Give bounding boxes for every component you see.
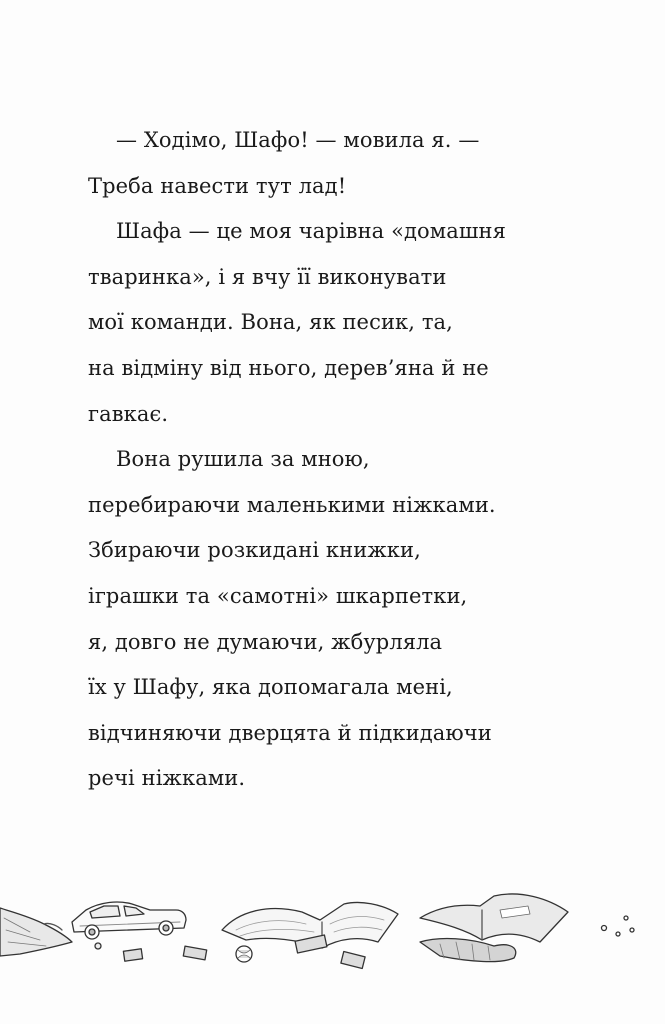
text-line: Шафа — це моя чарівна «домашня bbox=[116, 219, 506, 244]
toy-car-icon bbox=[72, 902, 186, 939]
text-line: відчиняючи дверцята й підкидаючи bbox=[88, 720, 492, 745]
sock-icon bbox=[420, 939, 516, 962]
book-icon bbox=[420, 894, 568, 942]
text-line: я, довго не думаючи, жбурляла bbox=[88, 629, 443, 654]
text-line: — Ходімо, Шафо! — мовила я. — bbox=[116, 128, 480, 152]
story-text bbox=[88, 118, 608, 802]
text-line: на відміну від нього, дерев’яна й не bbox=[88, 355, 489, 380]
floor-clutter-illustration bbox=[0, 870, 665, 990]
text-line: мої команди. Вона, як песик, та, bbox=[88, 310, 453, 335]
text-line: Треба навести тут лад! bbox=[88, 173, 347, 198]
text-line: Вона рушила за мною, bbox=[116, 447, 370, 472]
text-line: перебираючи маленькими ніжками. bbox=[88, 492, 496, 517]
blanket-icon bbox=[0, 908, 72, 956]
text-line: їх у Шафу, яка допомагала мені, bbox=[88, 675, 453, 700]
text-line: речі ніжками. bbox=[88, 766, 246, 791]
text-line: гавкає. bbox=[88, 401, 169, 426]
text-line: іграшки та «самотні» шкарпетки, bbox=[88, 583, 468, 608]
text-line: тваринка», і я вчу її виконувати bbox=[88, 264, 447, 289]
text-line: Збираючи розкидані книжки, bbox=[88, 538, 421, 563]
